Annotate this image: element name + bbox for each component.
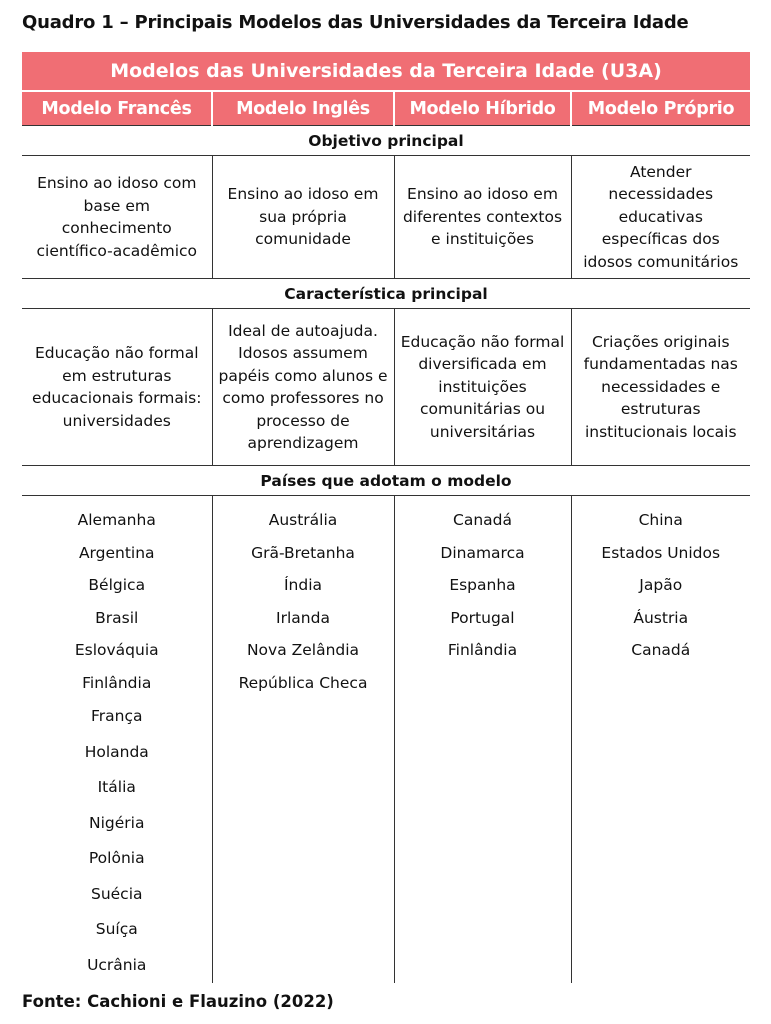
objetivo-ingles: Ensino ao idoso em sua própria comunidade — [212, 156, 394, 279]
list-item: Brasil — [95, 608, 139, 627]
country-list — [395, 496, 571, 667]
objetivo-hibrido: Ensino ao idoso em diferentes contextos e instituições — [394, 156, 571, 279]
list-item: Portugal — [450, 608, 515, 627]
section-objetivo: Objetivo principal — [22, 126, 750, 156]
list-item: Eslováquia — [74, 641, 159, 659]
list-item: Austrália — [268, 511, 338, 529]
list-item: Áustria — [633, 608, 689, 627]
caracteristica-frances: Educação não formal em estruturas educacionais formais: universidades — [32, 344, 202, 430]
country-list — [572, 496, 751, 667]
paises-proprio — [571, 496, 750, 984]
list-item: Irlanda — [276, 608, 330, 627]
list-item: Nova Zelândia — [246, 641, 360, 659]
list-item: Grã-Bretanha — [251, 543, 355, 562]
list-item: Suíça — [95, 920, 138, 938]
list-item: Finlândia — [82, 673, 152, 692]
paises-ingles — [212, 496, 394, 984]
list-item: Dinamarca — [440, 543, 525, 562]
list-item: Argentina — [78, 543, 155, 562]
country-list — [22, 496, 212, 983]
list-item: China — [638, 511, 683, 529]
u3a-models-table — [22, 52, 750, 983]
objetivo-frances: Ensino ao idoso com base em conhecimento científico-acadêmico — [36, 174, 198, 260]
table-title: Modelos das Universidades da Terceira Idade (U3A) — [22, 52, 750, 91]
source-note: Fonte: Cachioni e Flauzino (2022) — [22, 992, 334, 1011]
list-item: Ucrânia — [87, 955, 147, 974]
list-item: França — [90, 707, 143, 725]
list-item: Nigéria — [89, 813, 145, 832]
list-item: Suécia — [90, 884, 143, 903]
list-item: Alemanha — [77, 511, 156, 529]
list-item: Finlândia — [447, 641, 518, 659]
header-modelo-hibrido: Modelo Híbrido — [394, 91, 571, 126]
list-item: Polônia — [88, 849, 145, 867]
list-item: Canadá — [631, 641, 691, 659]
objetivo-proprio: Atender necessidades educativas específicas dos idosos comunitários — [571, 156, 750, 279]
paises-frances — [22, 496, 212, 984]
list-item: Bélgica — [88, 576, 146, 594]
list-item: República Checa — [238, 673, 368, 692]
list-item: Japão — [639, 576, 683, 594]
section-paises: Países que adotam o modelo — [22, 466, 750, 496]
list-item: Estados Unidos — [601, 543, 721, 562]
list-item: Espanha — [449, 576, 516, 594]
caracteristica-hibrido: Educação não formal diversificada em instituições comunitárias ou universitárias — [394, 309, 571, 466]
table-caption: Quadro 1 – Principais Modelos das Universidades da Terceira Idade — [22, 12, 689, 33]
caracteristica-ingles: Ideal de autoajuda. Idosos assumem papéis como alunos e como professores no processo de aprendizagem — [212, 309, 394, 466]
header-modelo-ingles: Modelo Inglês — [212, 91, 394, 126]
list-item: Holanda — [84, 742, 149, 761]
paises-hibrido — [394, 496, 571, 984]
list-item: Itália — [97, 778, 136, 796]
header-modelo-frances: Modelo Francês — [22, 91, 212, 126]
list-item: Índia — [283, 576, 323, 594]
country-list — [213, 496, 394, 699]
caracteristica-proprio: Criações originais fundamentadas nas necessidades e estruturas institucionais locais — [571, 309, 750, 466]
list-item: Canadá — [453, 511, 512, 529]
section-caracteristica: Característica principal — [22, 279, 750, 309]
header-modelo-proprio: Modelo Próprio — [571, 91, 750, 126]
